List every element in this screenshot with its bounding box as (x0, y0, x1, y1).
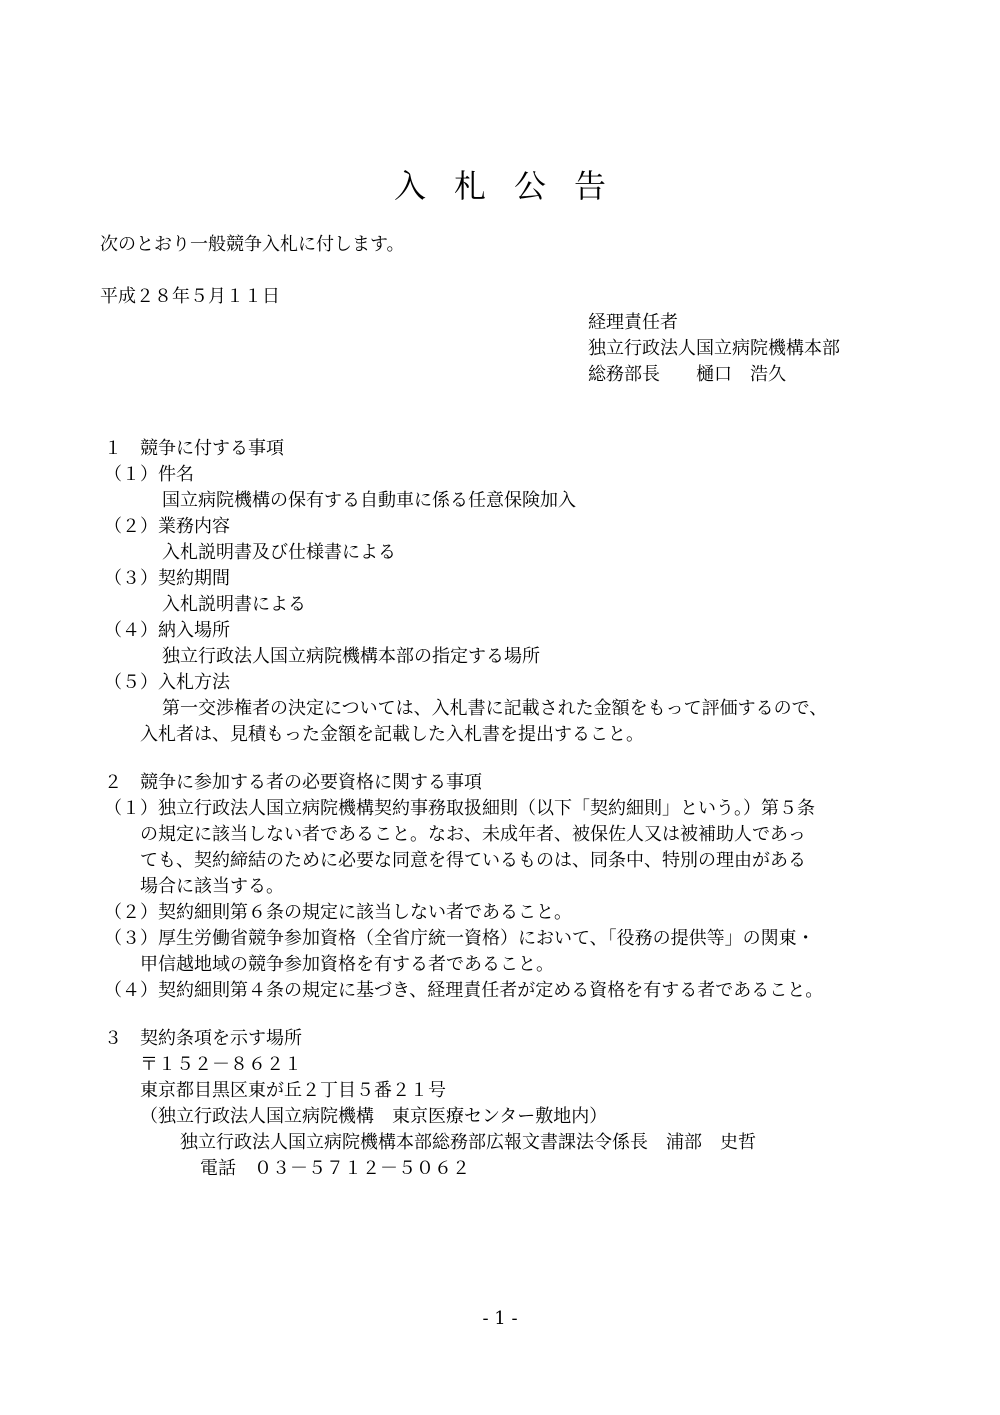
contract-location-note: （独立行政法人国立病院機構 東京医療センター敷地内） (140, 1106, 608, 1127)
section2-item3-line2: 甲信越地域の競争参加資格を有する者であること。 (140, 954, 554, 975)
section1-item2-label: （２）業務内容 (104, 516, 230, 537)
page-number: - 1 - (482, 1308, 518, 1329)
section1-item2-body: 入札説明書及び仕様書による (162, 542, 396, 563)
document-title: 入札公告 (393, 167, 634, 205)
section1-heading: １ 競争に付する事項 (104, 438, 284, 459)
section2-item4: （４）契約細則第４条の規定に基づき、経理責任者が定める資格を有する者であること。 (104, 980, 824, 1001)
issuer-name: 総務部長 樋口 浩久 (588, 364, 786, 385)
section2-item3-line1: （３）厚生労働省競争参加資格（全省庁統一資格）において、「役務の提供等」の関東・ (104, 928, 815, 949)
section2-heading: ２ 競争に参加する者の必要資格に関する事項 (104, 772, 482, 793)
contract-phone: 電話 ０３－５７１２－５０６２ (200, 1158, 470, 1179)
contract-postal-code: 〒１５２－８６２１ (140, 1054, 302, 1075)
section2-item1-line1: （１）独立行政法人国立病院機構契約事務取扱細則（以下「契約細則」という。）第５条 (104, 798, 815, 819)
section2-item1-line4: 場合に該当する。 (140, 876, 284, 897)
section2-item1-line2: の規定に該当しない者であること。なお、未成年者、被保佐人又は被補助人であっ (140, 824, 806, 845)
section1-item5-body-line2: 入札者は、見積もった金額を記載した入札書を提出すること。 (140, 724, 644, 745)
section2-item2: （２）契約細則第６条の規定に該当しない者であること。 (104, 902, 572, 923)
section2-item1-line3: ても、契約締結のために必要な同意を得ているものは、同条中、特別の理由がある (140, 850, 806, 871)
issuer-title: 経理責任者 (588, 312, 678, 333)
contract-address: 東京都目黒区東が丘２丁目５番２１号 (140, 1080, 446, 1101)
section1-item3-label: （３）契約期間 (104, 568, 230, 589)
section1-item1-body: 国立病院機構の保有する自動車に係る任意保険加入 (162, 490, 576, 511)
section1-item5-label: （５）入札方法 (104, 672, 230, 693)
notice-date: 平成２８年５月１１日 (100, 286, 280, 307)
section1-item3-body: 入札説明書による (162, 594, 306, 615)
contract-contact-person: 独立行政法人国立病院機構本部総務部広報文書課法令係長 浦部 史哲 (180, 1132, 756, 1153)
issuer-organization: 独立行政法人国立病院機構本部 (588, 338, 840, 359)
section1-item5-body-line1: 第一交渉権者の決定については、入札書に記載された金額をもって評価するので、 (162, 698, 828, 719)
section1-item4-body: 独立行政法人国立病院機構本部の指定する場所 (162, 646, 540, 667)
section3-heading: ３ 契約条項を示す場所 (104, 1028, 302, 1049)
section1-item1-label: （１）件名 (104, 464, 194, 485)
intro-text: 次のとおり一般競争入札に付します。 (100, 234, 405, 255)
section1-item4-label: （４）納入場所 (104, 620, 230, 641)
